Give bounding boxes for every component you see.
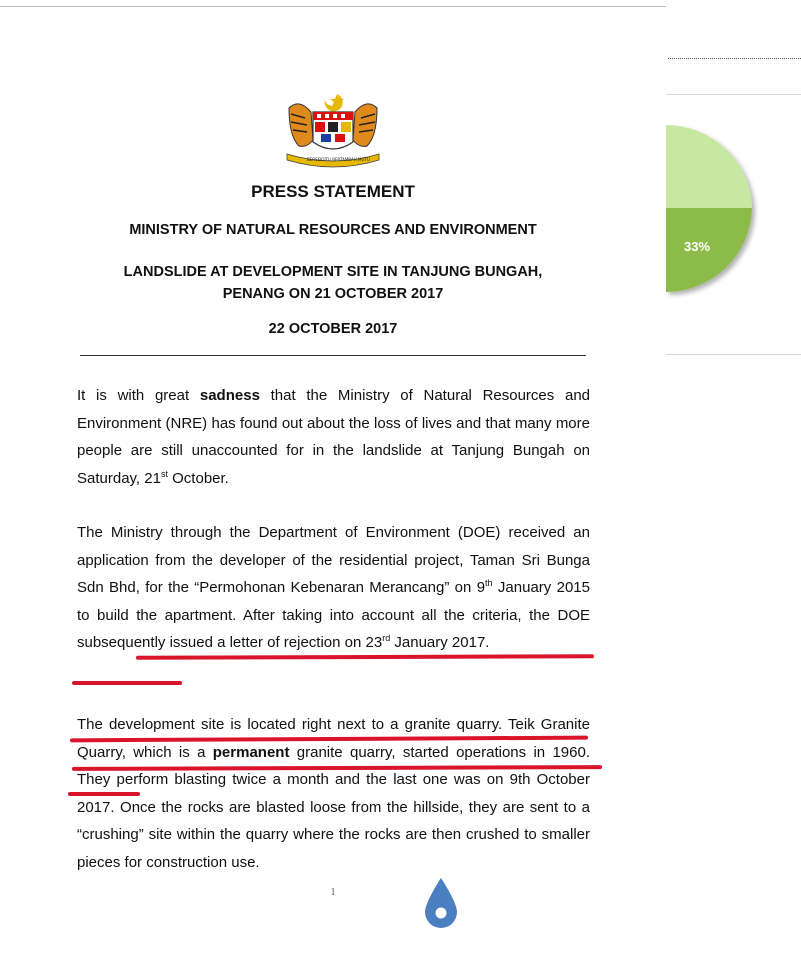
paragraph-3-text-c: granite quarry, started operations in 1960. They perform blasting twice a month and the last one was on 9th October 2017. Once the rocks are blasted loose from the hillside, they are sent to a “crushing” site within the quarry where the rocks are then crushed to smaller pieces for construction use.: [77, 743, 591, 871]
side-panel: [666, 0, 801, 960]
subject-heading: [60, 261, 606, 305]
side-rule-top: [666, 94, 801, 95]
paragraph-2: [77, 519, 590, 657]
water-drop-icon: [423, 876, 459, 930]
paragraph-2-text-c: January 2017.: [390, 634, 490, 651]
paragraph-3-bold: permanent: [212, 743, 290, 761]
coat-of-arms-logo: [281, 88, 385, 168]
side-dotted-rule: [668, 58, 801, 59]
subject-line-2: PENANG ON 21 OCTOBER 2017: [222, 286, 444, 302]
side-rule-bottom: [666, 354, 801, 355]
svg-text:BERSEKUTU BERTAMBAH MUTU: BERSEKUTU BERTAMBAH MUTU: [307, 157, 370, 162]
paragraph-2-text-a: The Ministry through the Department of Environment (DOE) received an application from the developer of the residential project, Taman Sri Bunga Sdn Bhd, for the “Permohonan Kebenaran Merancang” on 9: [77, 524, 590, 596]
paragraph-1-sup: st: [160, 468, 168, 479]
page-number: 1: [330, 886, 336, 898]
red-underline-5: [68, 792, 140, 796]
pie-slice-light: [666, 125, 752, 208]
paragraph-1-text-a: It is with great: [77, 387, 200, 404]
statement-date: 22 OCTOBER 2017: [268, 321, 398, 337]
paragraph-1-text-c: that the Ministry of Natural Resources and Environment (NRE) has found out about the loss of lives and that many more people are still unaccounted for in the landslide at Tanjung Bungah on Saturday, 21: [77, 387, 591, 487]
paragraph-2-sup-1: th: [485, 578, 493, 588]
red-underline-2: [72, 681, 182, 685]
red-underline-1: [136, 654, 594, 660]
header-divider: [80, 355, 586, 356]
paragraph-1: [77, 382, 590, 492]
page-top-border: [0, 6, 666, 7]
paragraph-1-bold: sadness: [199, 387, 260, 404]
press-statement-title: PRESS STATEMENT: [251, 182, 415, 201]
subject-line-1: LANDSLIDE AT DEVELOPMENT SITE IN TANJUNG BUNGAH,: [123, 264, 543, 280]
paragraph-3-text-a: The development site is located right next to a granite quarry. Teik Granite Quarry, which is a: [77, 716, 590, 761]
pie-chart-fragment: [666, 120, 776, 300]
paragraph-2-sup-2: rd: [382, 633, 391, 643]
pie-slice-label: 33%: [684, 239, 711, 254]
paragraph-1-text-d: October.: [167, 469, 229, 487]
paragraph-2-text-b: January 2015 to build the apartment. After taking into account all the criteria, the DOE subsequently issued a letter of rejection on 23: [77, 579, 590, 651]
ministry-name: MINISTRY OF NATURAL RESOURCES AND ENVIRONMENT: [129, 222, 537, 238]
